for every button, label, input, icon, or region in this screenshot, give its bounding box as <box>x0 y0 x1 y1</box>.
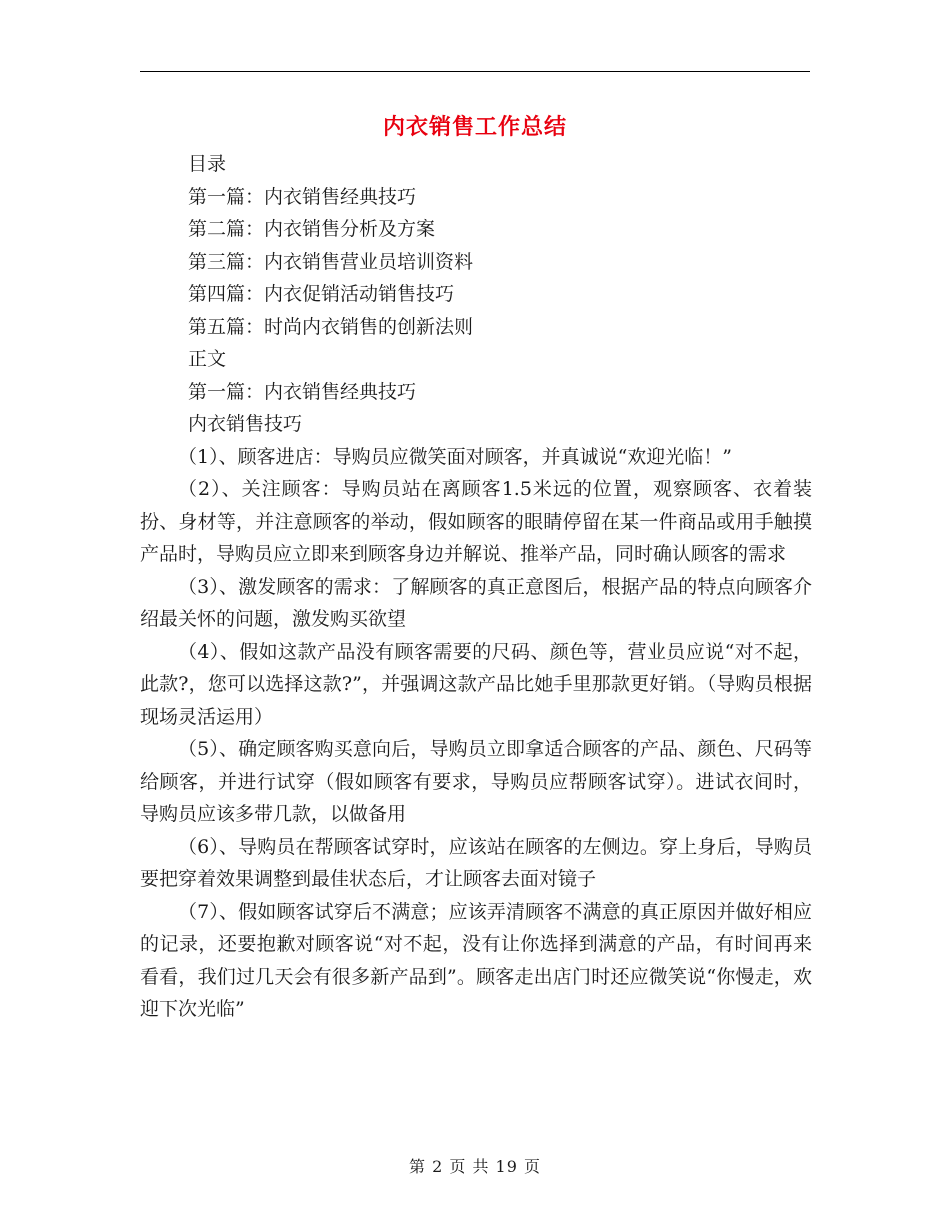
document-body <box>140 148 812 1026</box>
paragraph: （7）、假如顾客试穿后不满意；应该弄清顾客不满意的真正原因并做好相应的记录，还要抱歉对顾客说“对不起，没有让你选择到满意的产品，有时间再来看看，我们过几天会有很多新产品到”。顾客走出店门时还应微笑说“你慢走，欢迎下次光临” <box>140 900 812 1020</box>
toc-heading: 目录 <box>188 153 227 175</box>
paragraph: （5）、确定顾客购买意向后，导购员立即拿适合顾客的产品、颜色、尺码等给顾客，并进行试穿（假如顾客有要求，导购员应帮顾客试穿）。进试衣间时，导购员应该多带几款，以做备用 <box>140 738 812 825</box>
paragraph: （3）、激发顾客的需求：了解顾客的真正意图后，根据产品的特点向顾客介绍最关怀的问题，激发购买欲望 <box>140 575 812 630</box>
toc-item: 第三篇：内衣销售营业员培训资料 <box>188 250 474 273</box>
header-rule <box>140 71 810 72</box>
toc-item: 第五篇：时尚内衣销售的创新法则 <box>188 315 474 338</box>
paragraph: （6）、导购员在帮顾客试穿时，应该站在顾客的左侧边。穿上身后，导购员要把穿着效果调整到最佳状态后，才让顾客去面对镜子 <box>140 835 812 890</box>
toc-item: 第二篇：内衣销售分析及方案 <box>188 218 436 240</box>
chapter-heading: 第一篇：内衣销售经典技巧 <box>188 380 417 403</box>
toc-item: 第一篇：内衣销售经典技巧 <box>188 185 417 208</box>
toc-item: 第四篇：内衣促销活动销售技巧 <box>188 283 455 305</box>
document-title: 内衣销售工作总结 <box>382 115 567 140</box>
section-heading: 内衣销售技巧 <box>188 413 303 435</box>
paragraph: （4）、假如这款产品没有顾客需要的尺码、颜色等，营业员应说“对不起，此款?，您可以选择这款?”，并强调这款产品比她手里那款更好销。（导购员根据现场灵活运用） <box>140 640 812 728</box>
body-heading: 正文 <box>188 348 227 370</box>
page-footer: 第 2 页 共 19 页 <box>409 1157 541 1176</box>
paragraph: （2）、关注顾客：导购员站在离顾客1.5米远的位置，观察顾客、衣着装扮、身材等，并注意顾客的举动，假如顾客的眼睛停留在某一件商品或用手触摸产品时，导购员应立即来到顾客身边并解说、推举产品，同时确认顾客的需求 <box>140 478 812 565</box>
paragraph: （1）、顾客进店：导购员应微笑面对顾客，并真诚说“欢迎光临！” <box>178 445 733 468</box>
